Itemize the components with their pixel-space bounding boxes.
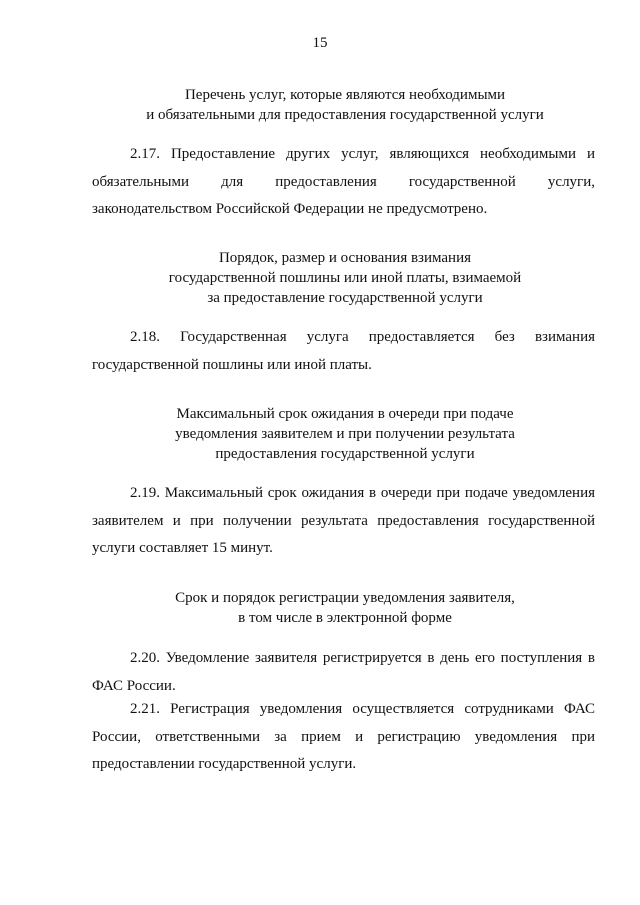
heading-line: за предоставление государственной услуги bbox=[207, 290, 483, 306]
paragraph-2-20: 2.20. Уведомление заявителя регистрируется в день его поступления в ФАС России. bbox=[92, 650, 595, 694]
heading-line: в том числе в электронной форме bbox=[238, 610, 452, 626]
heading-line: Порядок, размер и основания взимания bbox=[218, 250, 472, 266]
heading-line: Максимальный срок ожидания в очереди при подаче bbox=[176, 406, 514, 422]
heading-line: Перечень услуг, которые являются необходимыми bbox=[184, 87, 506, 103]
heading-line: уведомления заявителем и при получении результата bbox=[175, 426, 515, 442]
section-heading-fee bbox=[95, 248, 595, 308]
section-heading-waiting-time bbox=[95, 404, 595, 464]
page-number: 15 bbox=[312, 35, 328, 51]
section-heading-services-list bbox=[95, 85, 595, 125]
paragraph-2-18: 2.18. Государственная услуга предоставляется без взимания государственной пошлины или иной платы. bbox=[92, 329, 595, 373]
heading-line: предоставления государственной услуги bbox=[215, 446, 475, 462]
paragraph-2-21: 2.21. Регистрация уведомления осуществляется сотрудниками ФАС России, ответственными за прием и регистрацию уведомления при предоставлении государственной услуги. bbox=[92, 701, 595, 772]
paragraph-2-19: 2.19. Максимальный срок ожидания в очереди при подаче уведомления заявителем и при получении результата предоставления государственной услуги составляет 15 минут. bbox=[92, 485, 595, 556]
heading-line: и обязательными для предоставления государственной услуги bbox=[146, 107, 544, 123]
heading-line: Срок и порядок регистрации уведомления заявителя, bbox=[175, 590, 515, 606]
paragraph-2-17: 2.17. Предоставление других услуг, являющихся необходимыми и обязательными для предоставления государственной услуги, законодательством Российской Федерации не предусмотрено. bbox=[92, 146, 595, 217]
section-heading-registration bbox=[95, 588, 595, 628]
heading-line: государственной пошлины или иной платы, взимаемой bbox=[168, 270, 522, 286]
